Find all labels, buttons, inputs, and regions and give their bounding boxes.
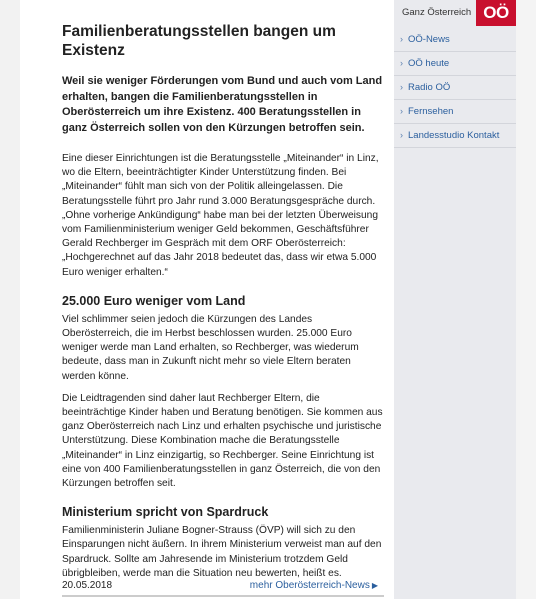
right-margin [516, 0, 536, 599]
chevron-right-icon: › [400, 58, 403, 68]
sidebar-item-radio-ooe[interactable] [394, 76, 516, 100]
sidebar-item-label: OÖ heute [408, 58, 450, 69]
more-news-label: mehr Oberösterreich-News [249, 580, 370, 591]
sidebar-item-ooe-news[interactable] [394, 28, 516, 52]
article [62, 22, 384, 589]
article-subheading: 25.000 Euro weniger vom Land [62, 293, 246, 308]
article-date: 20.05.2018 [62, 580, 113, 591]
ganz-oesterreich-link[interactable]: Ganz Österreich [402, 7, 472, 18]
sidebar-item-label: Radio OÖ [408, 82, 451, 93]
article-paragraph: Familienministerin Juliane Bogner-Strauss (ÖVP) will sich zu den Einsparungen nicht äußern. In ihrem Ministerium verweist man auf den Spardruck. Sollte am Jahresende im Ministerium trotzdem Geld übrigbleiben, werde man die Situation neu bewerten, heißt es. [62, 525, 382, 579]
sidebar-item-fernsehen[interactable] [394, 100, 516, 124]
chevron-right-icon: › [400, 106, 403, 116]
left-margin [20, 0, 42, 599]
chevron-right-icon: › [400, 82, 403, 92]
ooe-logo[interactable]: OÖ [476, 0, 516, 26]
article-lead: Weil sie weniger Förderungen vom Bund und auch vom Land erhalten, bangen die Familienberatungsstellen in Oberösterreich um ihre Existenz. 400 Beratungsstellen in ganz Österreich sollen von den Kürzungen betroffen sein. [62, 75, 383, 134]
sidebar-item-landesstudio-kontakt[interactable] [394, 124, 516, 148]
more-news-link[interactable] [250, 580, 378, 591]
sidebar-item-ooe-heute[interactable] [394, 52, 516, 76]
sidebar-item-label: Fernsehen [408, 106, 454, 117]
sidebar-item-label: OÖ-News [408, 34, 450, 45]
footer-divider [62, 595, 384, 597]
triangle-right-icon: ▶ [371, 581, 378, 590]
article-title: Familienberatungsstellen bangen um Existenz [62, 23, 336, 59]
sidebar-nav [394, 28, 516, 148]
article-subheading: Ministerium spricht von Spardruck [62, 505, 269, 520]
article-paragraph: Eine dieser Einrichtungen ist die Beratungsstelle „Miteinander“ in Linz, wo die Eltern, beeinträchtigter Kinder Unterstützung finden. Bei „Miteinander“ fühlt man sich von der Politik alleingelassen. Die Beratungsstelle führt pro Jahr rund 3.000 Beratungsgespräche durch. „Ohne vorherige Ankündigung“ habe man bei der letzten Überweisung vom Familienministerium weniger Geld bekommen, Geschäftsführer Gerald Rechberger im Gespräch mit dem ORF Oberösterreich: „Hochgerechnet auf das Jahr 2018 bedeutet das, dass wir etwa 5.000 Euro weniger erhalten.“ [62, 153, 379, 278]
article-paragraph: Viel schlimmer seien jedoch die Kürzungen des Landes Oberösterreich, die im Herbst beschlossen wurden. 25.000 Euro weniger werde man Land erhalten, so Rechberger, was wiederum bedeute, dass man in Zukunft nicht mehr so viele Eltern beraten werden könne. [62, 313, 359, 382]
left-gutter [0, 0, 20, 599]
chevron-right-icon: › [400, 34, 403, 44]
chevron-right-icon: › [400, 130, 403, 140]
sidebar-item-label: Landesstudio Kontakt [408, 130, 500, 141]
article-paragraph: Die Leidtragenden sind daher laut Rechberger Eltern, die beeinträchtige Kinder haben und Beratung benötigen. Sie kommen aus ganz Oberösterreich nach Linz und erhalten psychische und juristische Unterstützung. Diese Kombination mache die Beratungsstelle „Miteinander“ in Linz einzigartig, so Rechberger. Seine Einrichtung ist eine von 400 Familienberatungsstellen in ganz Österreich, die von den Kürzungen betroffen seit. [62, 392, 383, 490]
